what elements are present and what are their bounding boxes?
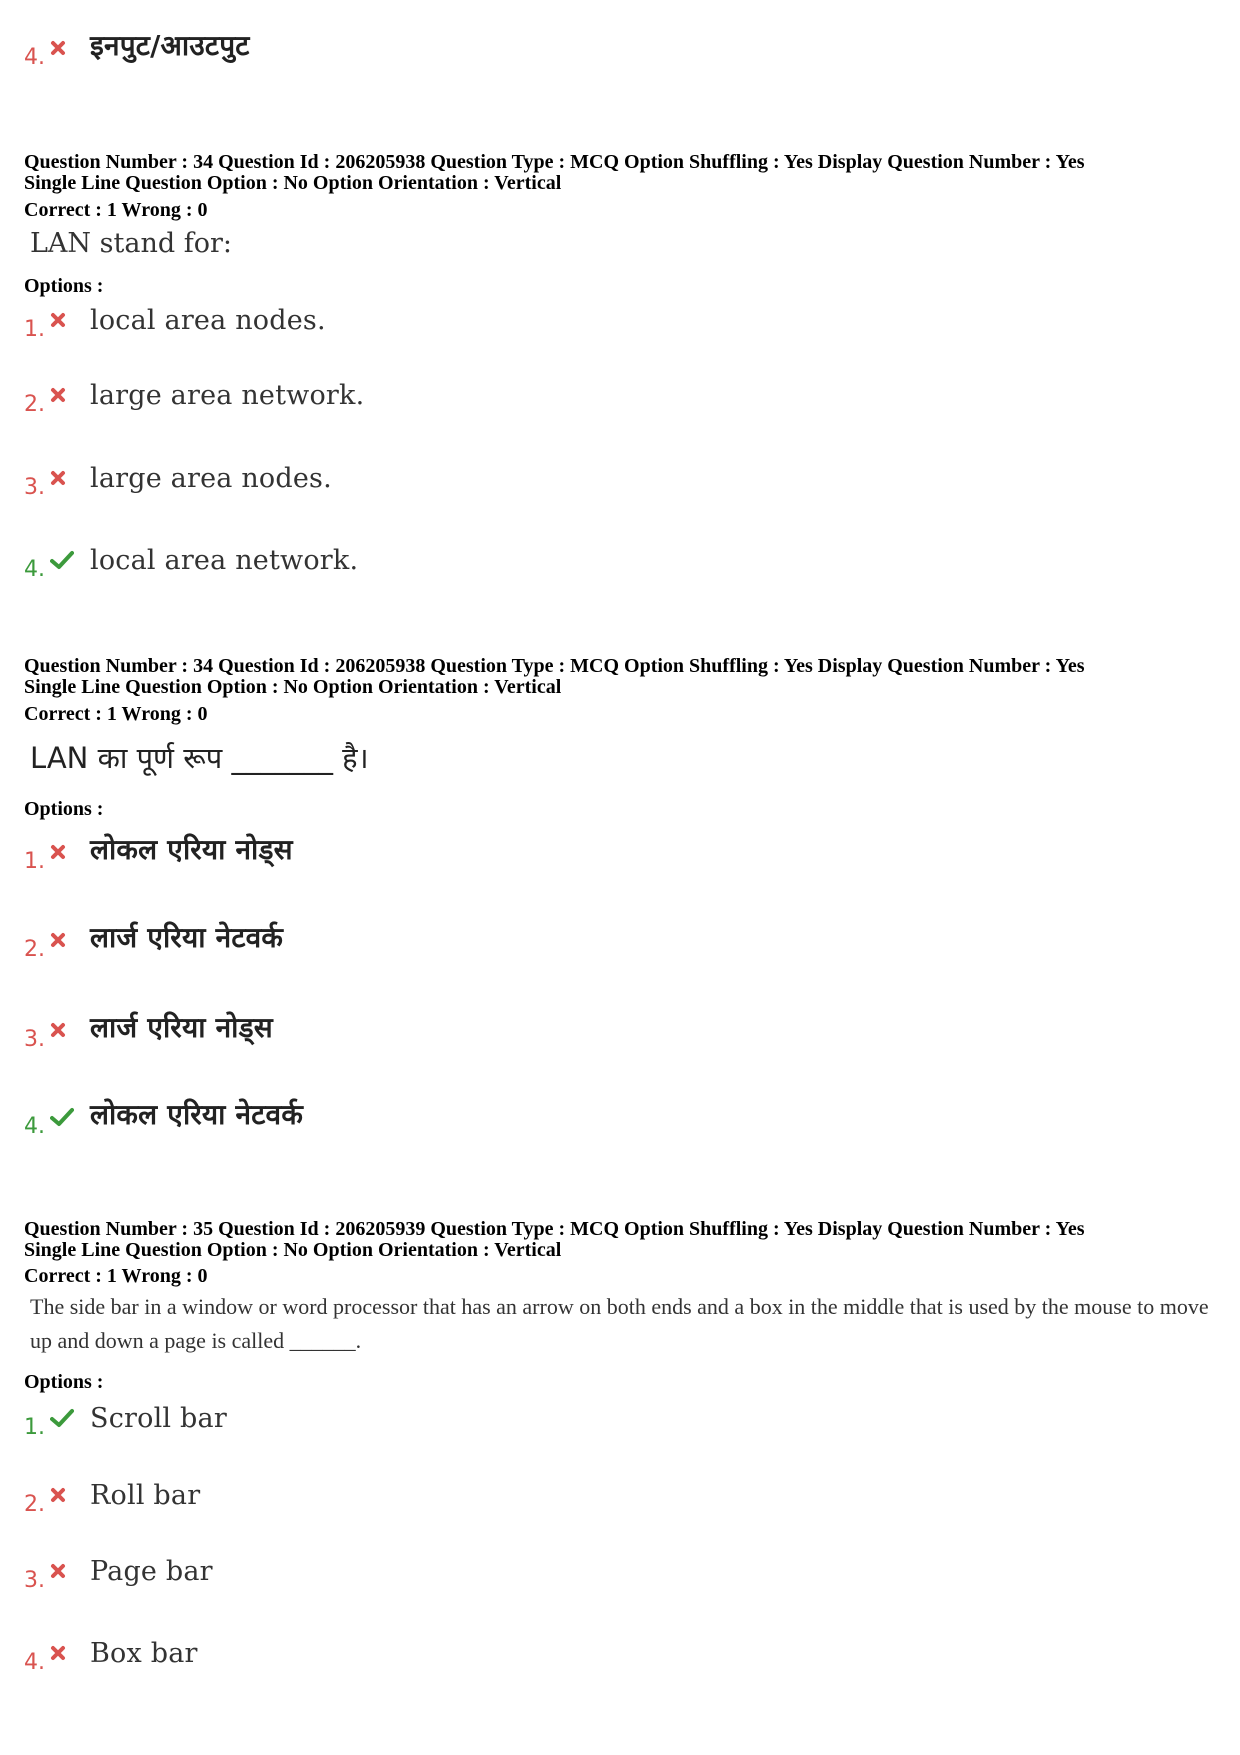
cross-icon [50,381,90,409]
option-text: Page bar [90,1556,213,1587]
question-text: LAN stand for: [30,228,232,259]
meta-line-2: Single Line Question Option : No Option Orientation : Vertical [24,676,562,698]
cross-icon [50,1639,90,1667]
option-number: 3. [24,475,45,500]
check-icon [50,1103,90,1131]
meta-line-1: Question Number : 35 Question Id : 206205939 Question Type : MCQ Option Shuffling : Yes Display Question Number : Yes [24,1218,1085,1240]
question-text: LAN का पूर्ण रूप _______ है। [30,741,369,775]
cross-icon [50,464,90,492]
option-text: local area nodes. [90,305,326,336]
marks-line: Correct : 1 Wrong : 0 [24,1265,208,1287]
meta-line-2: Single Line Question Option : No Option Orientation : Vertical [24,172,562,194]
option-row [24,1556,213,1593]
option-text: लार्ज एरिया नेटवर्क [90,921,284,954]
option-text: Roll bar [90,1480,201,1511]
option-text: Box bar [90,1638,198,1669]
meta-line-1: Question Number : 34 Question Id : 206205938 Question Type : MCQ Option Shuffling : Yes Display Question Number : Yes [24,151,1085,173]
cross-icon [50,838,90,866]
cross-icon [50,926,90,954]
option-row [24,830,293,874]
cross-icon [50,1016,90,1044]
option-text: लोकल एरिया नेटवर्क [90,1098,304,1131]
meta-line-1: Question Number : 34 Question Id : 206205938 Question Type : MCQ Option Shuffling : Yes Display Question Number : Yes [24,655,1085,677]
option-row [24,463,332,500]
option-row [24,1008,273,1052]
option-row [24,1480,201,1517]
cross-icon [50,1557,90,1585]
option-row [24,26,250,70]
option-text: Scroll bar [90,1403,227,1434]
option-number: 1. [24,1415,45,1440]
marks-line: Correct : 1 Wrong : 0 [24,199,208,221]
option-text: large area nodes. [90,463,332,494]
options-label: Options : [24,798,104,820]
options-label: Options : [24,1371,104,1393]
option-text: local area network. [90,545,359,576]
option-text: लोकल एरिया नोड्स [90,833,293,866]
check-icon [50,1404,90,1432]
option-row [24,1638,198,1675]
question-meta [24,152,1084,194]
question-meta [24,656,1084,698]
marks-line: Correct : 1 Wrong : 0 [24,703,208,725]
options-label: Options : [24,275,104,297]
cross-icon [50,306,90,334]
option-row [24,1403,227,1440]
option-number: 1. [24,317,45,342]
option-number: 3. [24,1568,45,1593]
check-icon [50,546,90,574]
cross-icon [50,34,90,62]
option-number: 1. [24,849,45,874]
option-number: 3. [24,1027,45,1052]
option-number: 2. [24,1492,45,1517]
option-row [24,1095,304,1139]
option-number: 4. [24,557,45,582]
option-number: 4. [24,1114,45,1139]
cross-icon [50,1481,90,1509]
option-row [24,545,359,582]
question-text: The side bar in a window or word processor that has an arrow on both ends and a box in the middle that is used by the mouse to move up and down a page is called ______. [30,1294,1209,1353]
option-text: इनपुट/आउटपुट [90,29,250,62]
option-row [24,380,365,417]
option-text: लार्ज एरिया नोड्स [90,1011,273,1044]
option-text: large area network. [90,380,365,411]
option-number: 4. [24,45,45,70]
question-meta [24,1219,1084,1261]
option-number: 2. [24,392,45,417]
meta-line-2: Single Line Question Option : No Option Orientation : Vertical [24,1239,562,1261]
option-row [24,918,284,962]
option-number: 2. [24,937,45,962]
option-number: 4. [24,1650,45,1675]
option-row [24,305,326,342]
